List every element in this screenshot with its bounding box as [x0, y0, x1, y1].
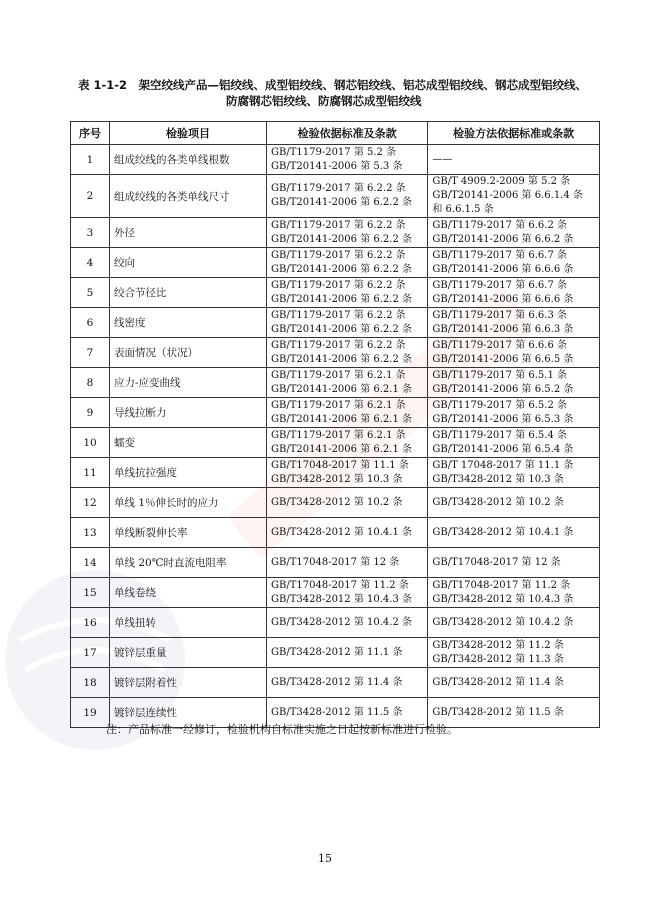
- method-clause: GB/T1179-2017 第 6.6.2 条: [432, 219, 567, 231]
- method-standard-cell: [428, 218, 600, 248]
- header-method: 检验方法依据标准或条款: [428, 122, 600, 145]
- row-number: 4: [71, 248, 110, 278]
- basis-clause: GB/T17048-2017 第 11.2 条: [271, 579, 409, 591]
- basis-standard-cell: [267, 548, 428, 578]
- table-row: [71, 175, 600, 218]
- basis-standard-cell: [267, 368, 428, 398]
- table-row: [71, 248, 600, 278]
- basis-clause: GB/T3428-2012 第 11.4 条: [271, 676, 403, 688]
- inspection-item: 蠕变: [110, 428, 267, 458]
- basis-clause: GB/T20141-2006 第 6.2.2 条: [271, 233, 412, 245]
- row-number: 16: [71, 608, 110, 638]
- row-number: 11: [71, 458, 110, 488]
- method-clause: GB/T1179-2017 第 6.5.4 条: [432, 429, 567, 441]
- inspection-item: 镀锌层附着性: [110, 668, 267, 698]
- method-clause: GB/T20141-2006 第 6.6.5 条: [432, 353, 574, 365]
- method-clause: GB/T3428-2012 第 11.3 条: [432, 653, 564, 665]
- row-number: 7: [71, 338, 110, 368]
- method-standard-cell: [428, 308, 600, 338]
- method-standard-cell: [428, 548, 600, 578]
- basis-clause: GB/T1179-2017 第 6.2.1 条: [271, 369, 406, 381]
- basis-clause: GB/T1179-2017 第 6.2.1 条: [271, 399, 406, 411]
- inspection-item: 单线断裂伸长率: [110, 518, 267, 548]
- basis-standard-cell: [267, 428, 428, 458]
- table-row: [71, 308, 600, 338]
- method-clause: GB/T1179-2017 第 6.5.2 条: [432, 399, 567, 411]
- method-clause: GB/T3428-2012 第 10.4.2 条: [432, 616, 574, 628]
- table-header-row: [71, 122, 600, 145]
- method-clause: GB/T20141-2006 第 6.6.6 条: [432, 293, 574, 305]
- table-row: [71, 338, 600, 368]
- method-clause: GB/T20141-2006 第 6.5.3 条: [432, 413, 574, 425]
- row-number: 8: [71, 368, 110, 398]
- row-number: 13: [71, 518, 110, 548]
- basis-standard-cell: [267, 338, 428, 368]
- basis-clause: GB/T17048-2017 第 12 条: [271, 556, 400, 568]
- table-body: [71, 145, 600, 728]
- basis-clause: GB/T3428-2012 第 10.3 条: [271, 473, 403, 485]
- method-standard-cell: [428, 428, 600, 458]
- table-row: [71, 518, 600, 548]
- header-item: 检验项目: [110, 122, 267, 145]
- inspection-item: 组成绞线的各类单线尺寸: [110, 175, 267, 218]
- method-clause: GB/T3428-2012 第 10.3 条: [432, 473, 564, 485]
- method-clause: GB/T 4909.2-2009 第 5.2 条: [432, 176, 571, 187]
- table-row: [71, 218, 600, 248]
- method-standard-cell: [428, 398, 600, 428]
- inspection-item: 线密度: [110, 308, 267, 338]
- method-clause: GB/T3428-2012 第 11.2 条: [432, 639, 564, 651]
- basis-clause: GB/T1179-2017 第 6.2.2 条: [271, 249, 406, 261]
- row-number: 2: [71, 175, 110, 218]
- method-clause: GB/T20141-2006 第 6.5.2 条: [432, 383, 574, 395]
- basis-standard-cell: [267, 308, 428, 338]
- row-number: 6: [71, 308, 110, 338]
- method-clause: GB/T20141-2006 第 6.6.1.4 条: [432, 190, 583, 201]
- method-clause: GB/T20141-2006 第 6.6.2 条: [432, 233, 574, 245]
- inspection-table: [70, 121, 600, 728]
- basis-clause: GB/T3428-2012 第 10.4.2 条: [271, 616, 412, 628]
- table-row: [71, 398, 600, 428]
- basis-clause: GB/T3428-2012 第 10.2 条: [271, 496, 403, 508]
- basis-clause: GB/T1179-2017 第 6.2.1 条: [271, 429, 406, 441]
- basis-standard-cell: [267, 578, 428, 608]
- basis-clause: GB/T1179-2017 第 6.2.2 条: [271, 219, 406, 231]
- method-clause: GB/T3428-2012 第 10.4.1 条: [432, 526, 574, 538]
- method-standard-cell: [428, 175, 600, 218]
- basis-standard-cell: [267, 218, 428, 248]
- caption-line-1: 表 1-1-2 架空绞线产品—铝绞线、成型铝绞线、钢芯铝绞线、铝芯成型铝绞线、钢芯成型铝绞线、: [78, 78, 588, 92]
- table-row: [71, 638, 600, 668]
- method-standard-cell: [428, 638, 600, 668]
- caption-line-2: 防腐钢芯铝绞线、防腐钢芯成型铝绞线: [226, 94, 422, 108]
- method-clause: GB/T20141-2006 第 6.5.4 条: [432, 443, 574, 455]
- row-number: 15: [71, 578, 110, 608]
- method-clause: GB/T1179-2017 第 6.5.1 条: [432, 369, 567, 381]
- table-row: [71, 488, 600, 518]
- basis-standard-cell: [267, 248, 428, 278]
- basis-standard-cell: [267, 175, 428, 218]
- inspection-item: 单线 20℃时直流电阻率: [110, 548, 267, 578]
- inspection-item: 单线抗拉强度: [110, 458, 267, 488]
- method-standard-cell: [428, 458, 600, 488]
- basis-clause: GB/T17048-2017 第 11.1 条: [271, 459, 409, 471]
- basis-clause: GB/T1179-2017 第 5.2 条: [271, 146, 397, 158]
- footnote: 注：产品标准一经修订，检验机构自标准实施之日起按新标准进行检验。: [106, 723, 458, 736]
- basis-clause: GB/T20141-2006 第 6.2.2 条: [271, 263, 412, 275]
- basis-standard-cell: [267, 638, 428, 668]
- method-clause: GB/T3428-2012 第 11.5 条: [432, 706, 564, 718]
- inspection-item: 表面情况（状况）: [110, 338, 267, 368]
- method-standard-cell: [428, 145, 600, 175]
- inspection-item: 应力-应变曲线: [110, 368, 267, 398]
- basis-standard-cell: [267, 398, 428, 428]
- method-clause: GB/T 17048-2017 第 11.1 条: [432, 459, 574, 471]
- row-number: 12: [71, 488, 110, 518]
- basis-clause: GB/T3428-2012 第 11.5 条: [271, 706, 403, 718]
- method-standard-cell: [428, 248, 600, 278]
- method-standard-cell: [428, 368, 600, 398]
- method-standard-cell: [428, 488, 600, 518]
- table-row: [71, 145, 600, 175]
- inspection-item: 单线卷绕: [110, 578, 267, 608]
- inspection-item: 组成绞线的各类单线根数: [110, 145, 267, 175]
- inspection-item: 镀锌层重量: [110, 638, 267, 668]
- basis-clause: GB/T1179-2017 第 6.2.2 条: [271, 309, 406, 321]
- table-row: [71, 458, 600, 488]
- basis-standard-cell: [267, 518, 428, 548]
- method-clause: 和 6.6.1.5 条: [432, 204, 494, 215]
- table-row: [71, 548, 600, 578]
- table-row: [71, 278, 600, 308]
- row-number: 10: [71, 428, 110, 458]
- basis-clause: GB/T3428-2012 第 10.4.3 条: [271, 593, 412, 605]
- basis-clause: GB/T1179-2017 第 6.2.2 条: [271, 279, 406, 291]
- row-number: 5: [71, 278, 110, 308]
- table-row: [71, 608, 600, 638]
- row-number: 19: [71, 698, 110, 728]
- inspection-item: 单线扭转: [110, 608, 267, 638]
- method-standard-cell: [428, 578, 600, 608]
- method-clause: GB/T20141-2006 第 6.6.6 条: [432, 263, 574, 275]
- method-clause: GB/T17048-2017 第 12 条: [432, 556, 561, 568]
- basis-standard-cell: [267, 488, 428, 518]
- method-standard-cell: [428, 338, 600, 368]
- method-clause: GB/T17048-2017 第 11.2 条: [432, 579, 571, 591]
- method-standard-cell: [428, 668, 600, 698]
- header-no: 序号: [71, 122, 110, 145]
- basis-clause: GB/T20141-2006 第 6.2.2 条: [271, 323, 412, 335]
- basis-clause: GB/T20141-2006 第 5.3 条: [271, 160, 403, 172]
- basis-clause: GB/T20141-2006 第 6.2.2 条: [271, 293, 412, 305]
- basis-clause: GB/T3428-2012 第 11.1 条: [271, 646, 403, 658]
- method-clause: GB/T3428-2012 第 10.2 条: [432, 496, 564, 508]
- basis-standard-cell: [267, 668, 428, 698]
- table-row: [71, 428, 600, 458]
- method-clause: GB/T1179-2017 第 6.6.6 条: [432, 339, 567, 351]
- basis-clause: GB/T20141-2006 第 6.2.1 条: [271, 443, 412, 455]
- basis-clause: GB/T20141-2006 第 6.2.2 条: [271, 353, 412, 365]
- method-clause: GB/T1179-2017 第 6.6.7 条: [432, 279, 567, 291]
- basis-standard-cell: [267, 458, 428, 488]
- table-caption: [78, 77, 598, 109]
- row-number: 17: [71, 638, 110, 668]
- method-clause: GB/T1179-2017 第 6.6.7 条: [432, 249, 567, 261]
- table-row: [71, 368, 600, 398]
- method-standard-cell: [428, 278, 600, 308]
- basis-standard-cell: [267, 278, 428, 308]
- basis-clause: GB/T20141-2006 第 6.2.1 条: [271, 383, 412, 395]
- row-number: 18: [71, 668, 110, 698]
- inspection-item: 外径: [110, 218, 267, 248]
- header-basis: 检验依据标准及条款: [267, 122, 428, 145]
- basis-clause: GB/T1179-2017 第 6.2.2 条: [271, 339, 406, 351]
- inspection-item: 镀锌层连续性: [110, 698, 267, 728]
- basis-clause: GB/T20141-2006 第 6.2.1 条: [271, 413, 412, 425]
- basis-clause: GB/T20141-2006 第 6.2.2 条: [271, 197, 412, 208]
- method-standard-cell: [428, 608, 600, 638]
- inspection-item: 绞合节径比: [110, 278, 267, 308]
- table-row: [71, 668, 600, 698]
- inspection-item: 绞向: [110, 248, 267, 278]
- inspection-item: 导线拉断力: [110, 398, 267, 428]
- page-number: 15: [318, 852, 332, 865]
- basis-standard-cell: [267, 145, 428, 175]
- table-row: [71, 578, 600, 608]
- method-clause: GB/T3428-2012 第 10.4.3 条: [432, 593, 574, 605]
- basis-clause: GB/T1179-2017 第 6.2.2 条: [271, 183, 406, 194]
- basis-standard-cell: [267, 608, 428, 638]
- row-number: 3: [71, 218, 110, 248]
- row-number: 14: [71, 548, 110, 578]
- method-clause: GB/T3428-2012 第 11.4 条: [432, 676, 564, 688]
- method-clause: GB/T20141-2006 第 6.6.3 条: [432, 323, 574, 335]
- inspection-item: 单线 1％伸长时的应力: [110, 488, 267, 518]
- method-standard-cell: [428, 518, 600, 548]
- basis-clause: GB/T3428-2012 第 10.4.1 条: [271, 526, 412, 538]
- row-number: 1: [71, 145, 110, 175]
- method-clause: GB/T1179-2017 第 6.6.3 条: [432, 309, 567, 321]
- row-number: 9: [71, 398, 110, 428]
- method-clause: ——: [432, 153, 453, 165]
